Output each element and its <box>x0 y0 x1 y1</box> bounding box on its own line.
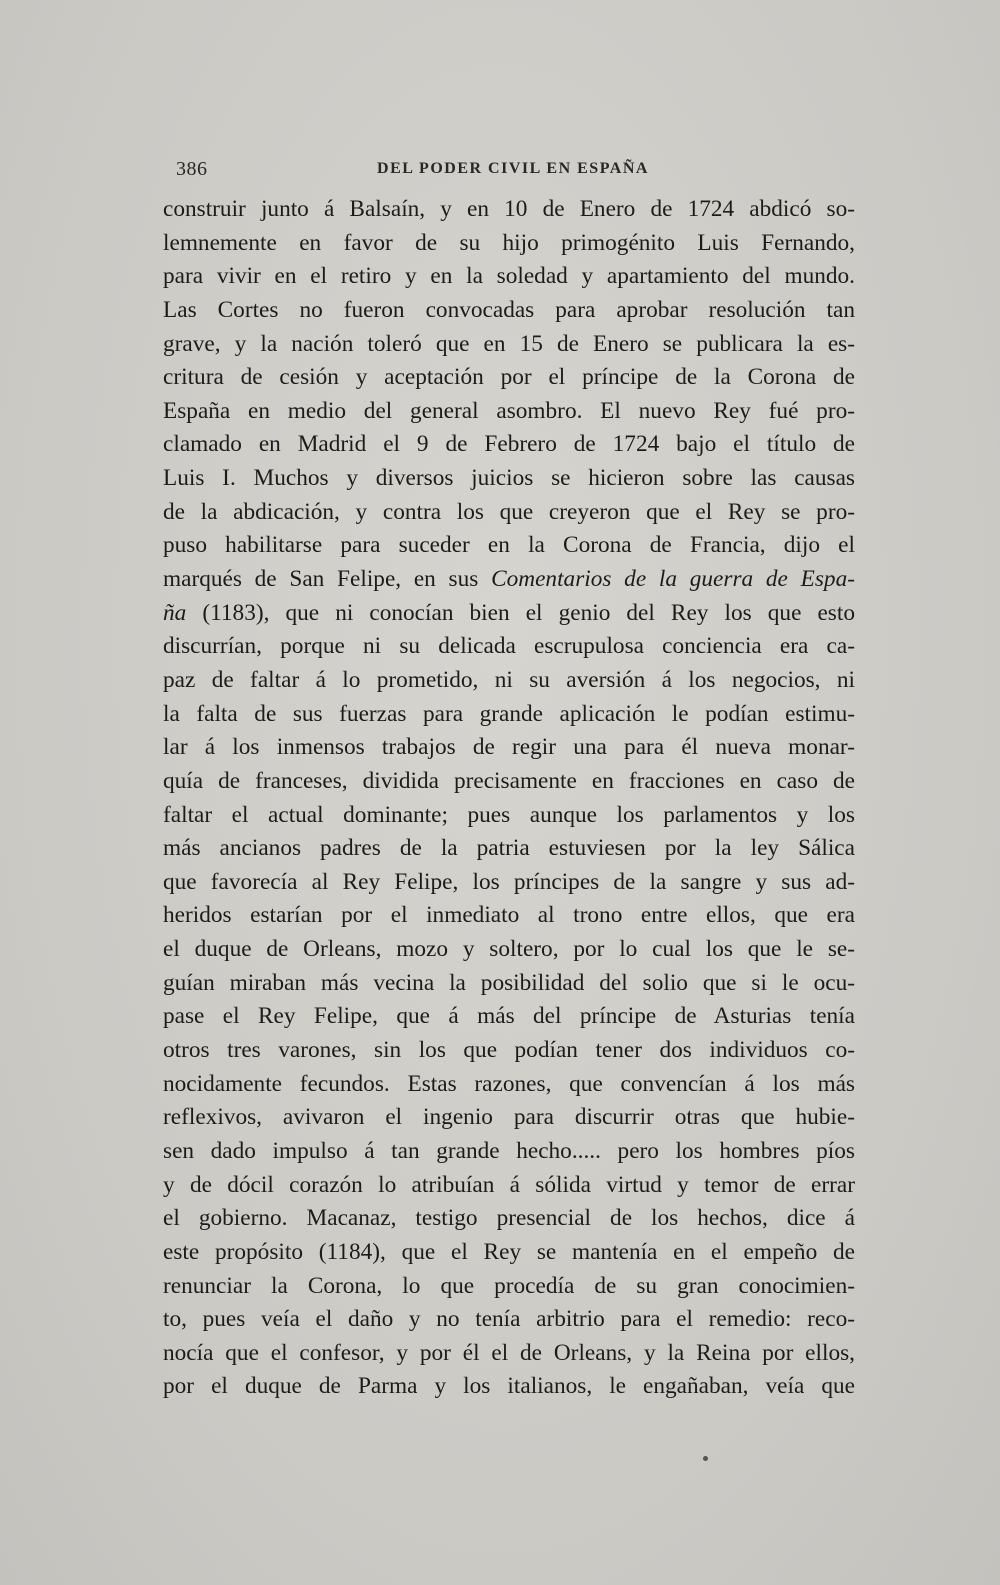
text-line <box>163 260 855 294</box>
text-line <box>163 832 855 866</box>
line-text: el duque de Orleans, mozo y soltero, por lo cual los que le se- <box>163 936 855 963</box>
text-line <box>163 193 855 227</box>
page-header <box>168 158 858 186</box>
text-line <box>163 496 855 530</box>
line-text: marqués de San Felipe, en sus <box>163 566 492 593</box>
line-text: sen dado impulso á tan grande hecho..... pero los hombres píos <box>163 1137 855 1164</box>
text-line <box>163 765 855 799</box>
line-text: critura de cesión y aceptación por el príncipe de la Corona de <box>163 364 855 391</box>
text-line <box>163 698 855 732</box>
line-text: y de dócil corazón lo atribuían á sólida virtud y temor de errar <box>163 1171 855 1198</box>
line-text: que favorecía al Rey Felipe, los príncipes de la sangre y sus ad- <box>163 868 855 895</box>
line-text: otros tres varones, sin los que podían tener dos individuos co- <box>163 1037 855 1064</box>
body-text <box>163 193 855 1404</box>
text-line <box>163 462 855 496</box>
text-line <box>163 899 855 933</box>
line-text: puso habilitarse para suceder en la Corona de Francia, dijo el <box>163 532 855 559</box>
text-line <box>163 1202 855 1236</box>
line-text: reflexivos, avivaron el ingenio para discurrir otras que hubie- <box>163 1104 855 1131</box>
line-text: nocidamente fecundos. Estas razones, que convencían á los más <box>163 1070 855 1097</box>
italic-title: Comentarios de la guerra de Espa- <box>491 566 855 593</box>
text-line <box>163 1068 855 1102</box>
text-line <box>163 630 855 664</box>
line-text: nocía que el confesor, y por él el de Orleans, y la Reina por ellos, <box>163 1339 855 1366</box>
line-text: lar á los inmensos trabajos de regir una para él nueva monar- <box>163 734 855 761</box>
line-text: de la abdicación, y contra los que creyeron que el Rey se pro- <box>163 498 855 525</box>
text-line <box>163 664 855 698</box>
text-line <box>163 597 855 631</box>
line-text: construir junto á Balsaín, y en 10 de Enero de 1724 abdicó so- <box>163 196 855 222</box>
line-text: faltar el actual dominante; pues aunque los parlamentos y los <box>163 801 855 828</box>
text-line <box>163 428 855 462</box>
line-text: para vivir en el retiro y en la soledad y apartamiento del mundo. <box>163 263 855 290</box>
text-line <box>163 1236 855 1270</box>
text-line <box>163 529 855 563</box>
text-line <box>163 1270 855 1304</box>
ink-speck <box>703 1456 708 1461</box>
line-text: España en medio del general asombro. El nuevo Rey fué pro- <box>163 397 855 424</box>
line-text: Las Cortes no fueron convocadas para aprobar resolución tan <box>163 296 855 323</box>
line-text: lemnemente en favor de su hijo primogénito Luis Fernando, <box>163 229 855 256</box>
line-text: por el duque de Parma y los italianos, le engañaban, veía que <box>163 1373 855 1400</box>
text-line <box>163 294 855 328</box>
text-line <box>163 1000 855 1034</box>
line-text: heridos estarían por el inmediato al trono entre ellos, que era <box>163 902 855 929</box>
line-text: to, pues veía el daño y no tenía arbitrio para el remedio: reco- <box>163 1306 855 1333</box>
text-line <box>163 866 855 900</box>
line-text: (1183), que ni conocían bien el genio del Rey los que esto <box>186 599 855 626</box>
text-line <box>163 1169 855 1203</box>
line-text: pase el Rey Felipe, que á más del príncipe de Asturias tenía <box>163 1003 855 1030</box>
line-text: paz de faltar á lo prometido, ni su aversión á los negocios, ni <box>163 666 855 693</box>
text-line <box>163 563 855 597</box>
line-text: grave, y la nación toleró que en 15 de Enero se publicara la es- <box>163 330 855 357</box>
line-text: este propósito (1184), que el Rey se mantenía en el empeño de <box>163 1238 855 1265</box>
text-line <box>163 1370 855 1404</box>
text-line <box>163 1101 855 1135</box>
text-line <box>163 328 855 362</box>
text-line <box>163 1034 855 1068</box>
text-line <box>163 933 855 967</box>
text-line <box>163 799 855 833</box>
text-line <box>163 1303 855 1337</box>
line-text: quía de franceses, dividida precisamente en fracciones en caso de <box>163 767 855 794</box>
text-line <box>163 361 855 395</box>
line-text: discurrían, porque ni su delicada escrupulosa conciencia era ca- <box>163 633 855 660</box>
text-line <box>163 967 855 1001</box>
line-text: renunciar la Corona, lo que procedía de su gran conocimien- <box>163 1272 855 1299</box>
page-number: 386 <box>176 158 208 180</box>
text-line <box>163 1337 855 1371</box>
italic-title: ña <box>163 599 187 626</box>
line-text: más ancianos padres de la patria estuviesen por la ley Sálica <box>163 835 855 862</box>
line-text: guían miraban más vecina la posibilidad del solio que si le ocu- <box>163 969 855 996</box>
text-line <box>163 1135 855 1169</box>
line-text: el gobierno. Macanaz, testigo presencial de los hechos, dice á <box>163 1205 855 1232</box>
line-text: Luis I. Muchos y diversos juicios se hicieron sobre las causas <box>163 465 855 492</box>
text-line <box>163 731 855 765</box>
running-title: DEL PODER CIVIL EN ESPAÑA <box>377 160 649 177</box>
line-text: la falta de sus fuerzas para grande aplicación le podían estimu- <box>163 700 855 727</box>
text-line <box>163 395 855 429</box>
text-line <box>163 227 855 261</box>
line-text: clamado en Madrid el 9 de Febrero de 1724 bajo el título de <box>163 431 855 458</box>
